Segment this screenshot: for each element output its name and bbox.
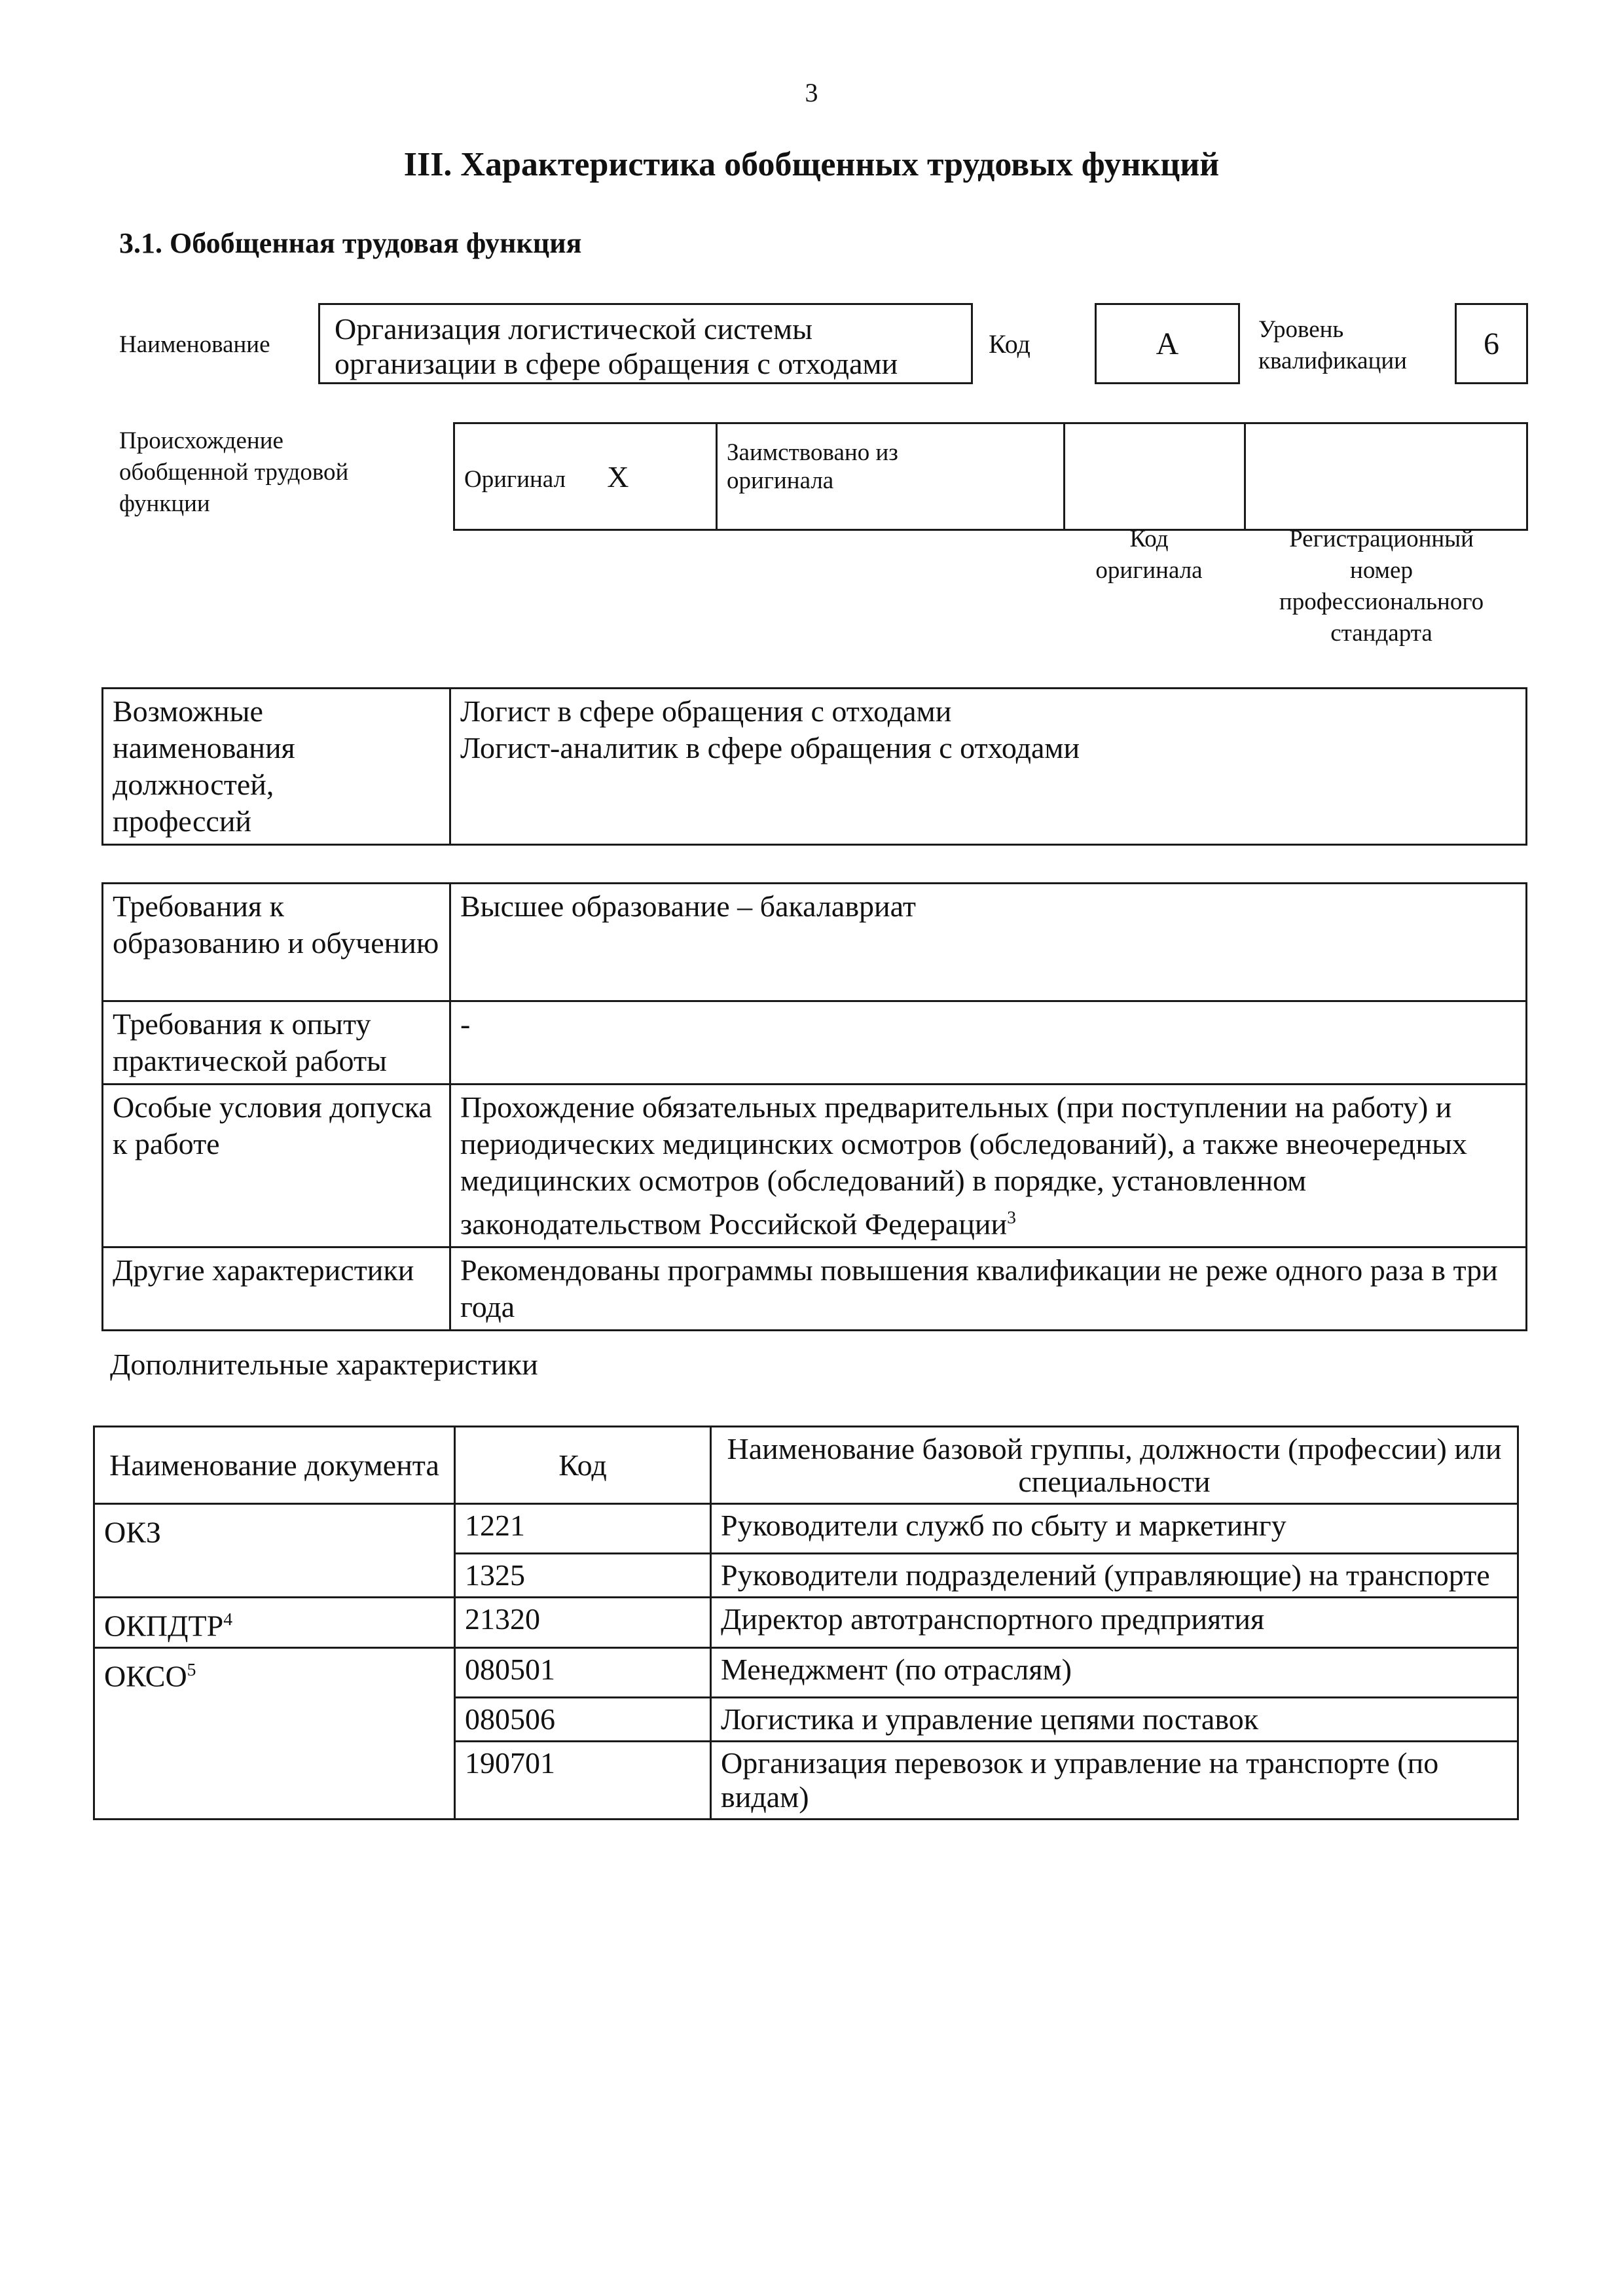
table-row [94, 1504, 1518, 1554]
function-name-line-1: Организация логистической системы [335, 312, 813, 346]
code-cell: 080506 [455, 1697, 711, 1741]
name-label: Наименование [119, 331, 270, 358]
origin-label [119, 425, 348, 520]
caption-reg-line-1: Регистрационный [1289, 526, 1474, 552]
req-admission-value: Прохождение обязательных предварительных (при поступлении на работу) и периодических медицинских осмотров (обследований), а также внеочередных медицинских осмотров (обследований) в порядке, установленном законодательством Российской Федерации [460, 1090, 1467, 1241]
table-row [94, 1553, 1518, 1597]
positions-label-line-4: профессий [113, 804, 252, 838]
doc-cell [94, 1553, 455, 1597]
docs-table [93, 1426, 1519, 1820]
positions-value [450, 689, 1527, 845]
name-cell: Руководители подразделений (управляющие) на транспорте [711, 1553, 1518, 1597]
doc-cell [94, 1648, 455, 1698]
level-label-line-2: квалификации [1258, 348, 1407, 374]
original-label: Оригинал [464, 465, 566, 493]
position-2: Логист-аналитик в сфере обращения с отходами [460, 731, 1080, 764]
table-row [94, 1597, 1518, 1647]
table-row [94, 1741, 1518, 1819]
original-code-cell [1065, 423, 1245, 530]
header-code: Код [455, 1427, 711, 1504]
origin-label-line-3: функции [119, 490, 210, 517]
page-number: 3 [805, 78, 818, 107]
code-label: Код [989, 329, 1030, 359]
caption-registration-number [1237, 524, 1525, 649]
function-name-box [318, 303, 973, 384]
doc-name: ОКСО [104, 1659, 187, 1693]
table-row [94, 1697, 1518, 1741]
name-cell: Организация перевозок и управление на транспорте (по видам) [711, 1741, 1518, 1819]
borrowed-line-2: оригинала [727, 467, 834, 494]
positions-label [103, 689, 450, 845]
position-1: Логист в сфере обращения с отходами [460, 694, 952, 728]
additional-title: Дополнительные характеристики [110, 1348, 538, 1381]
table-row [94, 1648, 1518, 1698]
code-cell: 21320 [455, 1597, 711, 1647]
req-education-value: Высшее образование – бакалавриат [450, 884, 1527, 1001]
name-cell: Директор автотранспортного предприятия [711, 1597, 1518, 1647]
level-label-line-1: Уровень [1258, 316, 1344, 343]
function-name-line-2: организации в сфере обращения с отходами [335, 347, 898, 380]
name-cell: Логистика и управление цепями поставок [711, 1697, 1518, 1741]
subsection-title: 3.1. Обобщенная трудовая функция [119, 227, 582, 259]
positions-label-line-1: Возможные [113, 694, 263, 728]
name-cell: Руководители служб по сбыту и маркетингу [711, 1504, 1518, 1554]
original-cell [454, 423, 717, 530]
code-cell: 080501 [455, 1648, 711, 1698]
caption-reg-line-2: номер [1350, 557, 1413, 584]
registration-number-cell [1245, 423, 1527, 530]
req-other-value: Рекомендованы программы повышения квалификации не реже одного раза в три года [450, 1247, 1527, 1331]
section-title: III. Характеристика обобщенных трудовых функций [403, 146, 1220, 183]
level-label [1258, 314, 1407, 377]
code-cell: 1221 [455, 1504, 711, 1554]
req-other-label: Другие характеристики [103, 1247, 450, 1331]
origin-label-line-2: обобщенной трудовой [119, 459, 349, 486]
requirements-table [101, 882, 1527, 1331]
doc-footnote: 5 [187, 1659, 196, 1680]
footnote-3: 3 [1007, 1207, 1016, 1227]
caption-code-line-1: Код [1129, 526, 1169, 552]
caption-original-code [1061, 524, 1237, 586]
level-value-box: 6 [1455, 303, 1528, 384]
code-value-box: A [1095, 303, 1240, 384]
req-admission-label: Особые условия допуска к работе [103, 1085, 450, 1247]
doc-name: ОКПДТР [104, 1609, 224, 1643]
header-name: Наименование базовой группы, должности (профессии) или специальности [711, 1427, 1518, 1504]
req-experience-label: Требования к опыту практической работы [103, 1001, 450, 1085]
borrowed-cell [717, 423, 1065, 530]
doc-cell [94, 1597, 455, 1647]
doc-name: ОКЗ [104, 1515, 161, 1549]
caption-reg-line-3: профессионального [1279, 588, 1484, 615]
req-education-label: Требования к образованию и обучению [103, 884, 450, 1001]
doc-footnote: 4 [223, 1608, 232, 1629]
positions-label-line-3: должностей, [113, 768, 274, 801]
original-mark: X [607, 459, 629, 493]
name-cell: Менеджмент (по отраслям) [711, 1648, 1518, 1698]
positions-label-line-2: наименования [113, 731, 295, 764]
borrowed-line-1: Заимствовано из [727, 439, 898, 466]
doc-cell [94, 1504, 455, 1554]
doc-cell [94, 1741, 455, 1819]
code-cell: 1325 [455, 1553, 711, 1597]
req-admission-cell [450, 1085, 1527, 1247]
caption-code-line-2: оригинала [1095, 557, 1203, 584]
req-experience-value: - [450, 1001, 1527, 1085]
code-cell: 190701 [455, 1741, 711, 1819]
positions-table [101, 687, 1527, 846]
doc-cell [94, 1697, 455, 1741]
origin-label-line-1: Происхождение [119, 427, 283, 454]
caption-reg-line-4: стандарта [1330, 620, 1432, 647]
origin-table [453, 422, 1528, 531]
header-doc: Наименование документа [94, 1427, 455, 1504]
